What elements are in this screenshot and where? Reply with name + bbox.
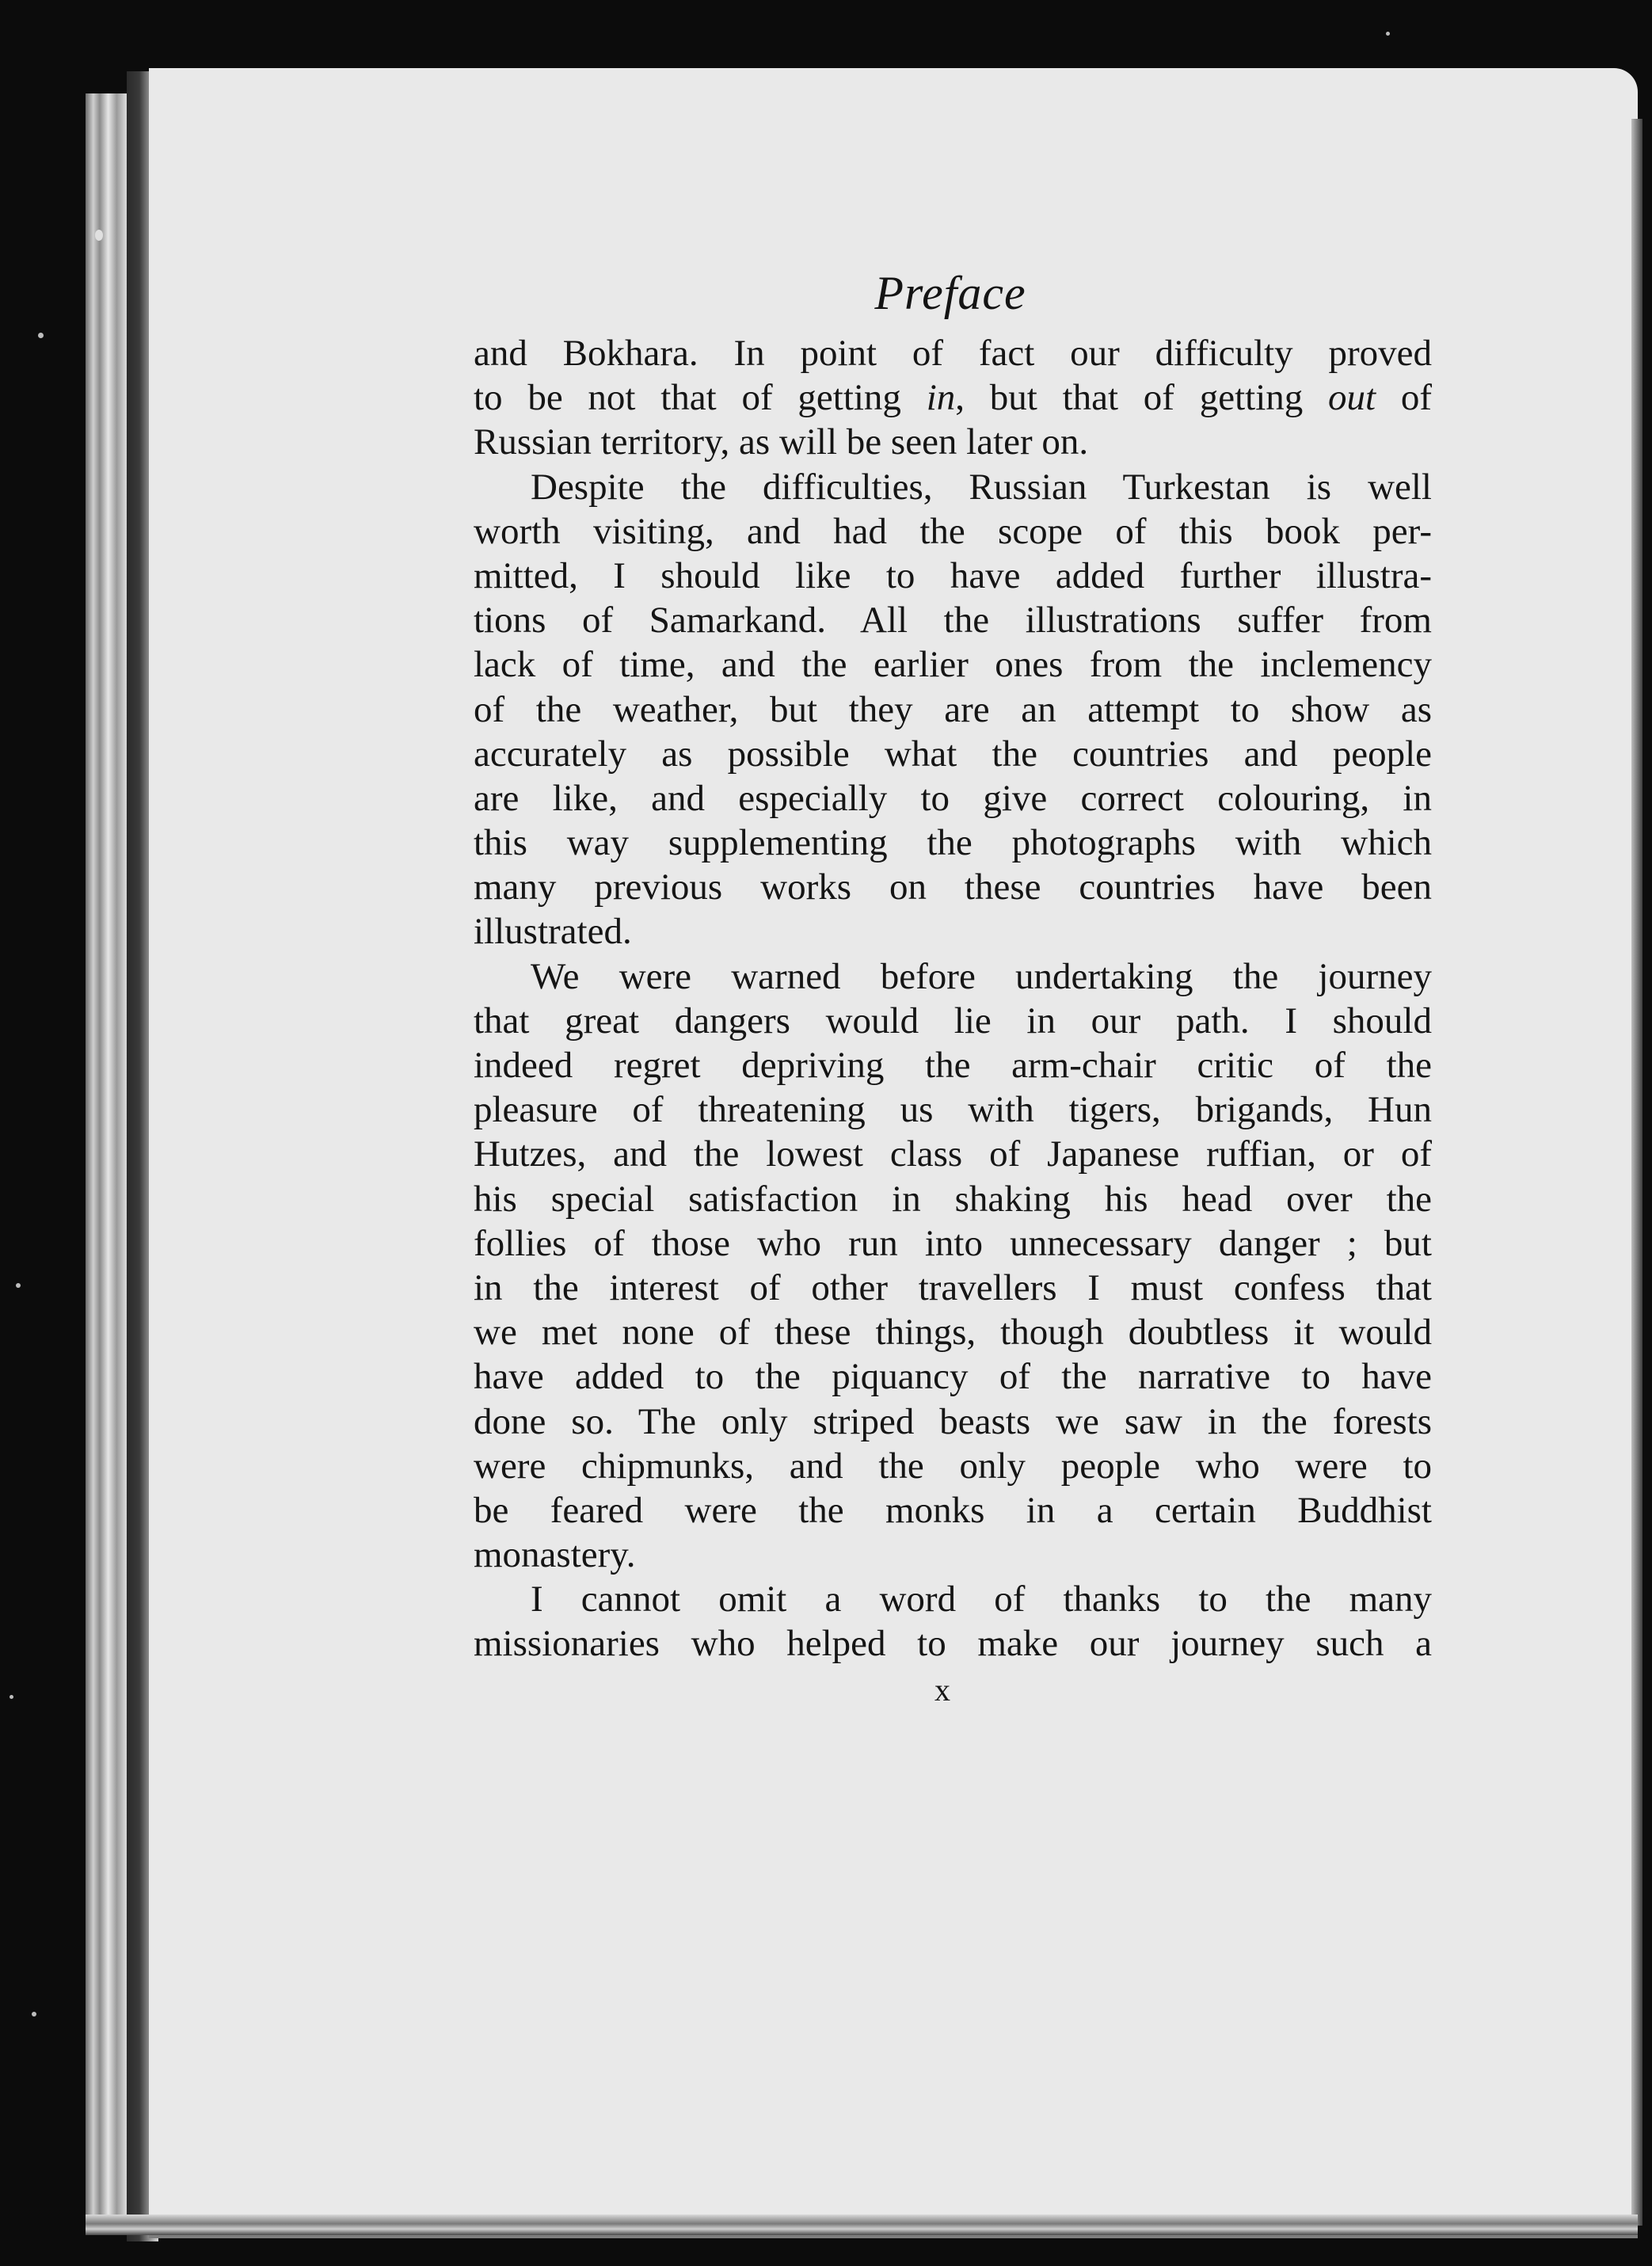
- text-line: illustrated.: [474, 911, 632, 953]
- page-right-edge: [1631, 119, 1642, 2226]
- italic-word: out: [1328, 377, 1376, 419]
- text-line: missionaries who helped to make our journey such a: [474, 1623, 1432, 1665]
- text-line: and Bokhara. In point of fact our difficulty proved: [474, 333, 1432, 374]
- film-speck: [38, 333, 44, 338]
- text-segment: to be not that of getting: [474, 377, 927, 419]
- text-line: this way supplementing the photographs with which: [474, 822, 1432, 864]
- text-line: We were warned before undertaking the journey: [531, 955, 1432, 997]
- text-line: monastery.: [474, 1534, 636, 1576]
- film-speck: [32, 2012, 36, 2017]
- italic-word: in: [926, 377, 956, 419]
- text-line: of the weather, but they are an attempt to show as: [474, 688, 1432, 730]
- text-segment: of: [1376, 377, 1432, 419]
- film-speck: [95, 230, 103, 241]
- text-line: worth visiting, and had the scope of this book per-: [474, 510, 1432, 552]
- text-line: Hutzes, and the lowest class of Japanese ruffian, or of: [474, 1133, 1432, 1175]
- text-line: tions of Samarkand. All the illustrations suffer from: [474, 600, 1432, 642]
- page-bottom-edge: [86, 2215, 1638, 2235]
- text-line: be feared were the monks in a certain Buddhist: [474, 1489, 1432, 1531]
- text-line: have added to the piquancy of the narrative to have: [474, 1356, 1432, 1398]
- text-line: follies of those who run into unnecessary danger ; but: [474, 1222, 1432, 1264]
- text-segment: , but that of getting: [955, 377, 1329, 419]
- text-line: his special satisfaction in shaking his head over the: [474, 1178, 1432, 1220]
- running-head: Preface: [874, 267, 1026, 319]
- text-line: many previous works on these countries have been: [474, 866, 1432, 908]
- text-line: accurately as possible what the countries and people: [474, 733, 1432, 775]
- film-speck: [1386, 32, 1390, 36]
- text-line: done so. The only striped beasts we saw in the forests: [474, 1400, 1432, 1442]
- text-line: mitted, I should like to have added further illustra-: [474, 554, 1432, 596]
- text-line: pleasure of threatening us with tigers, brigands, Hun: [474, 1089, 1432, 1131]
- text-line: lack of time, and the earlier ones from the inclemency: [474, 644, 1432, 686]
- film-speck: [10, 1695, 13, 1699]
- body-text: [474, 331, 1432, 1666]
- text-line: are like, and especially to give correct colouring, in: [474, 777, 1432, 819]
- text-line: indeed regret depriving the arm-chair critic of the: [474, 1045, 1432, 1086]
- text-line: Despite the difficulties, Russian Turkestan is well: [531, 466, 1432, 508]
- film-speck: [16, 1283, 21, 1288]
- text-line: that great dangers would lie in our path. I should: [474, 1000, 1432, 1042]
- text-line: were chipmunks, and the only people who were to: [474, 1445, 1432, 1487]
- text-line: we met none of these things, though doubtless it would: [474, 1312, 1432, 1354]
- text-line: [474, 375, 1432, 420]
- text-line: in the interest of other travellers I must confess that: [474, 1266, 1432, 1308]
- text-line: Russian territory, as will be seen later on.: [474, 421, 1089, 463]
- text-line: I cannot omit a word of thanks to the many: [531, 1579, 1432, 1620]
- page-number: x: [934, 1672, 950, 1708]
